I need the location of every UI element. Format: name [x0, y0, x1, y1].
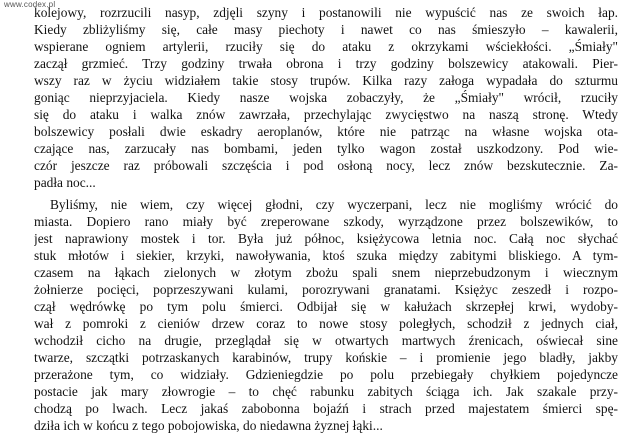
site-watermark: www.codex.pl — [4, 0, 56, 9]
text-line: Byliśmy, nie wiem, czy więcej głodni, czy wyczerpani, lecz nie mogliśmy wrócić do — [50, 197, 618, 212]
text-line: przerażone tym, co widziały. Gdzieniegdzie po polu przebiegały chyłkiem pojedyncze — [34, 367, 618, 382]
text-line: goniąc nieprzyjaciela. Kiedy nasze wojska zobaczyły, że „Śmiały" wrócił, rzuciły — [34, 90, 618, 105]
text-line: czające nas, zarzucały nas bombami, jeden tylko wagon został uszkodzony. Pod wie- — [34, 141, 618, 156]
text-line: wszy raz w życiu widziałem takie stosy trupów. Kilka razy załoga wypadała do szturmu — [34, 73, 618, 88]
text-line: wchodził cicho na drugie, przeglądał się w otwartych martwych źrenicach, oświecał sine — [34, 333, 618, 348]
text-line: jest naprawiony mostek i tor. Była już północ, księżycowa letnia noc. Całą noc słychać — [34, 231, 618, 246]
text-line: bolszewicy posłali dwie eskadry aeroplanów, które nie patrząc na własne wojska ota- — [34, 124, 618, 139]
text-line: zaczął grzmieć. Trzy godziny trwała obrona i trzy godziny bolszewicy atakowali. Pier- — [34, 56, 618, 71]
text-line: miasta. Dopiero rano miały być zreperowane szkody, wyrządzone przez bolszewików, to — [34, 214, 618, 229]
text-line: Kiedy zbliżyliśmy się, całe masy piechoty i nawet co nas śmieszyło – kawalerii, — [34, 22, 618, 37]
text-line: dziła ich w końcu z tego pobojowiska, do niedawna żyznej łąki... — [34, 418, 383, 433]
text-line: się do ataku i walka znów zawrzała, przechylając zwycięstwo na naszą stronę. Wtedy — [34, 107, 618, 122]
text-line: czór jeszcze raz próbowali szczęścia i pod osłoną nocy, lecz znów bezskutecznie. Za- — [34, 158, 618, 173]
text-line: czął wędrówkę po tym polu śmierci. Odbijał się w kałużach skrzepłej krwi, wydoby- — [34, 299, 618, 314]
text-line: stuk młotów i siekier, krzyki, nawoływania, ktoś szuka między zabitymi bliskiego. A tym- — [34, 248, 618, 263]
text-line: czasem na łąkach zielonych w złotym zbożu spali snem nieprzebudzonym i wiecznym — [34, 265, 618, 280]
text-line: wał z pomroki z cieniów drzew coraz to nowe stosy poległych, schodził z jednych ciał, — [34, 316, 618, 331]
text-line: postacie jak mary złowrogie – to chęć rabunku zabitych ściąga ich. Jak szakale przy- — [34, 384, 618, 399]
text-line: kolejowy, rozrzucili nasyp, zdjęli szyny i postanowili nie wypuścić nas ze swoich łap. — [34, 5, 618, 20]
text-line: chodzą po lwach. Lecz jakaś zabobonna bojaźń i strach przed majestatem śmierci spę- — [34, 401, 618, 416]
text-line: żołnierze pocięci, poprzeszywani kulami, porozrywani granatami. Księżyc zeszedł i rozpo- — [34, 282, 618, 297]
text-line: padła noc... — [34, 175, 96, 190]
text-line: twarze, szczątki potrzaskanych karabinów, trupy końskie – i promienie jego bladły, jakby — [34, 350, 618, 365]
text-line: wspierane ogniem artylerii, rzuciły się do ataku z okrzykami wściekłości. „Śmiały" — [34, 39, 618, 54]
